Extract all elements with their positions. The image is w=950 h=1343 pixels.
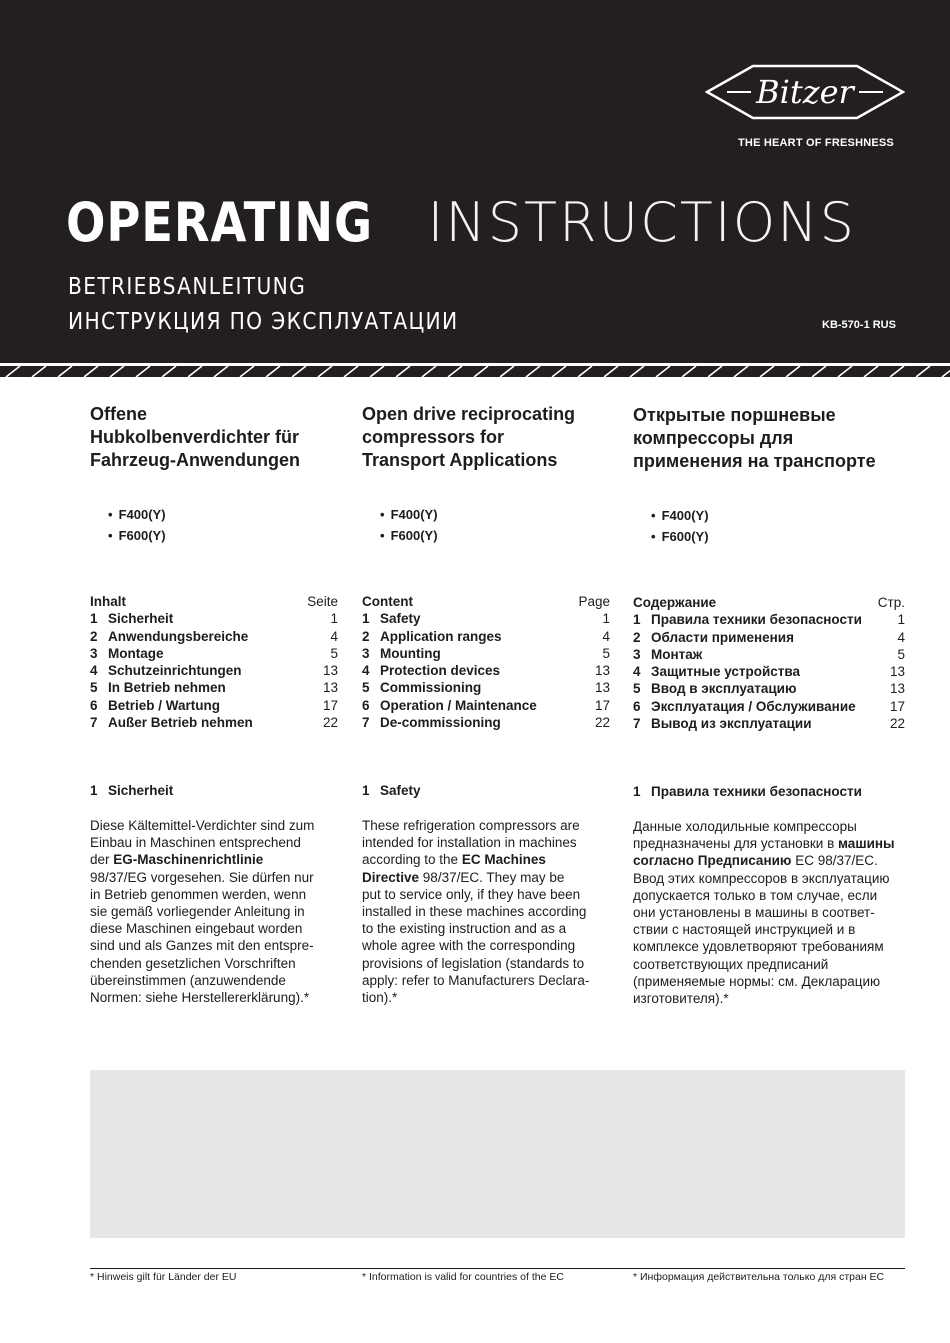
toc-entry-label [633, 715, 812, 732]
body-line: der EG-Maschinenrichtlinie [90, 852, 264, 868]
toc-entry-number: 1 [633, 612, 641, 628]
toc-entry-text: Эксплуатация / Обслуживание [651, 698, 856, 714]
page-title [66, 191, 856, 254]
footnote-rule [90, 1268, 905, 1269]
model-item: • F400(Y) [651, 505, 709, 526]
toc-entry-text: Protection devices [380, 663, 501, 679]
toc-entry [362, 679, 610, 696]
toc-entry-label [362, 679, 481, 696]
toc-page-label: Seite [307, 594, 338, 609]
toc-entry-text: Safety [380, 611, 421, 627]
body-line: согласно Предписанию ЕС 98/37/EC. [633, 853, 878, 869]
toc-entry-text: Schutzeinrichtungen [108, 663, 242, 679]
toc-entry-page: 4 [330, 628, 338, 644]
toc-entry-page: 17 [889, 698, 905, 714]
toc-entry-page: 5 [897, 646, 905, 662]
section-heading-de [90, 783, 173, 798]
product-title-line: компрессоры для [633, 428, 794, 448]
toc-entry-text: Области применения [651, 629, 794, 645]
toc-entry-label [90, 714, 253, 731]
toc-entry-page: 13 [322, 663, 338, 679]
toc-entry-number: 4 [90, 663, 98, 679]
toc-entry-label [633, 698, 856, 715]
toc-entry [90, 628, 338, 645]
safety-body-de [90, 817, 360, 1006]
body-line: они установлены в машины в соответ- [633, 905, 875, 921]
toc-entry-text: Монтаж [651, 646, 703, 662]
toc-entry-page: 22 [322, 715, 338, 731]
toc-entry-text: Montage [108, 645, 164, 661]
product-title-line: Hubkolbenverdichter für [90, 427, 300, 447]
model-item: • F600(Y) [651, 526, 709, 547]
stripe-divider [0, 363, 950, 380]
toc-entry-page: 22 [889, 716, 905, 732]
toc-entry-text: Защитные устройства [651, 664, 801, 680]
toc-entry-text: In Betrieb nehmen [108, 680, 226, 696]
body-line: These refrigeration compressors are [362, 818, 580, 833]
model-item: • F400(Y) [380, 504, 438, 525]
toc-entry-number: 6 [633, 698, 641, 714]
toc-entry-page: 13 [322, 680, 338, 696]
product-title-line: Fahrzeug-Anwendungen [90, 450, 300, 470]
body-line: изготовителя).* [633, 991, 729, 1007]
toc-entry-text: Sicherheit [108, 611, 174, 627]
product-title-line: Открытые поршневые [633, 405, 836, 425]
body-line: (применяемые нормы: см. Декларацию [633, 973, 881, 989]
body-line: Normen: siehe Herstellererklärung).* [90, 990, 310, 1006]
toc-entry [362, 645, 610, 662]
toc-entry-label [633, 629, 794, 646]
body-line: sie gemäß vorliegender Anleitung in [90, 904, 305, 920]
toc-entry [633, 698, 905, 715]
body-line: Directive 98/37/EC. They may be [362, 869, 565, 885]
model-item: • F600(Y) [380, 525, 438, 546]
toc-entry-text: Commissioning [380, 680, 482, 696]
safety-body-en [362, 817, 632, 1006]
body-line: in Betrieb genommen werden, wenn [90, 886, 307, 902]
toc-page-label: Page [578, 594, 610, 609]
product-title-en [362, 403, 632, 472]
toc-entry-number: 5 [633, 681, 641, 697]
toc-entry-label [90, 679, 226, 696]
toc-entry-label [90, 645, 164, 662]
body-line: Данные холодильные компрессоры [633, 819, 857, 834]
toc-header [362, 593, 610, 610]
toc-entry-number: 5 [362, 680, 370, 696]
toc-entry [633, 611, 905, 628]
body-line: sind und als Ganzes mit den entspre- [90, 938, 314, 954]
body-line: whole agree with the corresponding [362, 938, 576, 954]
toc-entry-label [633, 680, 797, 697]
product-title-de [90, 403, 360, 472]
model-item: • F600(Y) [108, 525, 166, 546]
body-line: ствии с настоящей инструкцией и в [633, 922, 856, 938]
toc-title: Content [362, 594, 413, 609]
header-banner [0, 0, 950, 380]
toc-entry-page: 22 [594, 715, 610, 731]
toc-header [90, 593, 338, 610]
body-line: Einbau in Maschinen entsprechend [90, 835, 301, 851]
toc-entry-page: 13 [594, 680, 610, 696]
toc-entry [90, 610, 338, 627]
toc-entry [90, 697, 338, 714]
toc-entry-page: 1 [602, 611, 610, 627]
toc-entry-text: Außer Betrieb nehmen [108, 715, 253, 731]
title-light: INSTRUCTIONS [427, 191, 856, 254]
toc-entry-label [362, 714, 501, 731]
toc-entry-text: Ввод в эксплуатацию [651, 681, 797, 697]
toc-entry [362, 662, 610, 679]
toc-entry [362, 697, 610, 714]
body-line: put to service only, if they have been [362, 886, 581, 902]
toc-entry [633, 663, 905, 680]
toc-entry-text: Operation / Maintenance [380, 697, 537, 713]
body-line: комплексе удовлетворяют требованиям [633, 939, 884, 955]
toc-entry-label [90, 697, 220, 714]
toc-entry-page: 4 [897, 629, 905, 645]
toc-entry-number: 3 [633, 646, 641, 662]
toc-entry-page: 13 [594, 663, 610, 679]
safety-body-ru [633, 818, 925, 1007]
toc-entry-text: Вывод из эксплуатации [651, 716, 812, 732]
section-number: 1 [362, 783, 370, 798]
body-line: provisions of legislation (standards to [362, 955, 585, 971]
body-line: допускается только в том случае, если [633, 887, 878, 903]
bitzer-logo [705, 52, 905, 132]
body-line: 98/37/EG vorgesehen. Sie dürfen nur [90, 869, 314, 885]
body-line: предназначены для установки в машины [633, 836, 895, 852]
toc-entry [633, 629, 905, 646]
toc-entry-page: 17 [594, 697, 610, 713]
body-line: intended for installation in machines [362, 835, 577, 851]
body-line: chenden gesetzlichen Vorschriften [90, 955, 296, 971]
toc-title: Inhalt [90, 594, 126, 609]
toc-entry-number: 2 [633, 629, 641, 645]
footnote-en: * Information is valid for countries of the EC [362, 1271, 564, 1283]
toc-entry-label [633, 646, 702, 663]
subtitle-ru: ИНСТРУКЦИЯ ПО ЭКСПЛУАТАЦИИ [68, 309, 459, 335]
toc-header [633, 594, 905, 611]
toc-entry-page: 1 [330, 611, 338, 627]
toc-entry-number: 7 [633, 716, 641, 732]
product-title-line: применения на транспорте [633, 451, 876, 471]
toc-entry [90, 662, 338, 679]
body-line: Ввод этих компрессоров в эксплуатацию [633, 870, 890, 886]
section-title: Safety [380, 783, 421, 798]
model-list-ru [651, 505, 709, 547]
toc-entry-page: 1 [897, 612, 905, 628]
toc-entry-page: 17 [322, 697, 338, 713]
toc-entry-label [362, 610, 421, 627]
toc-entry-label [362, 697, 537, 714]
toc-entry-number: 1 [362, 611, 370, 627]
product-title-heading [90, 403, 360, 472]
section-heading-en [362, 783, 421, 798]
toc-entry [633, 680, 905, 697]
model-list-en [380, 504, 438, 546]
body-line: diese Maschinen eingebaut worden [90, 921, 303, 937]
section-number: 1 [90, 783, 98, 798]
toc-entry [90, 714, 338, 731]
toc-entry-number: 4 [633, 664, 641, 680]
toc-entry-number: 3 [90, 645, 98, 661]
toc-entry-text: Mounting [380, 645, 441, 661]
body-line: apply: refer to Manufacturers Declara- [362, 972, 590, 988]
body-line: according to the EC Machines [362, 852, 546, 868]
section-number: 1 [633, 784, 641, 799]
body-line: übereinstimmen (anzuwendende [90, 972, 286, 988]
table-of-contents-ru [633, 594, 905, 732]
product-title-line: Open drive reciprocating [362, 404, 576, 424]
product-title-heading [362, 403, 632, 472]
toc-entry-text: Anwendungsbereiche [108, 628, 249, 644]
toc-entry [633, 646, 905, 663]
product-title-line: Transport Applications [362, 450, 558, 470]
product-title-ru [633, 404, 925, 473]
toc-title: Содержание [633, 595, 717, 610]
authorized-staff-panel [90, 1070, 905, 1238]
product-title-line: compressors for [362, 427, 505, 447]
section-heading-ru [633, 784, 862, 799]
model-item: • F400(Y) [108, 504, 166, 525]
toc-entry [362, 714, 610, 731]
product-title-line: Offene [90, 404, 148, 424]
toc-entry-number: 7 [90, 715, 98, 731]
toc-entry [633, 715, 905, 732]
toc-entry-number: 4 [362, 663, 370, 679]
body-line: installed in these machines according [362, 904, 587, 920]
toc-entry [362, 610, 610, 627]
toc-entry-number: 2 [362, 628, 370, 644]
toc-entry-text: Application ranges [380, 628, 502, 644]
toc-entry-label [633, 611, 862, 628]
body-line: соответствующих предписаний [633, 956, 829, 972]
toc-entry-text: De-commissioning [380, 715, 501, 731]
toc-entry-page: 4 [602, 628, 610, 644]
body-line: to the existing instruction and as a [362, 921, 567, 937]
toc-entry-number: 7 [362, 715, 370, 731]
table-of-contents-en [362, 593, 610, 731]
toc-entry-number: 3 [362, 645, 370, 661]
toc-entry-page: 5 [602, 645, 610, 661]
table-of-contents-de [90, 593, 338, 731]
footnote-ru: * Информация действительна только для стран ЕС [633, 1271, 885, 1283]
toc-entry-number: 6 [362, 697, 370, 713]
toc-entry-page: 13 [889, 664, 905, 680]
toc-entry-page: 5 [330, 645, 338, 661]
logo-wordmark: Bitzer [756, 73, 854, 111]
section-title: Sicherheit [108, 783, 174, 798]
body-line: tion).* [362, 990, 398, 1006]
toc-entry-label [362, 662, 500, 679]
toc-entry [90, 679, 338, 696]
toc-entry-number: 5 [90, 680, 98, 696]
toc-entry-page: 13 [889, 681, 905, 697]
toc-entry [362, 628, 610, 645]
toc-entry-label [90, 662, 242, 679]
toc-entry-text: Правила техники безопасности [651, 612, 862, 628]
model-list-de [108, 504, 166, 546]
section-title: Правила техники безопасности [651, 784, 862, 799]
brand-tagline: THE HEART OF FRESHNESS [738, 137, 894, 149]
subtitle-de: BETRIEBSANLEITUNG [68, 274, 307, 300]
toc-entry-number: 6 [90, 697, 98, 713]
toc-entry-label [362, 645, 441, 662]
document-number: KB-570-1 RUS [822, 319, 896, 331]
toc-entry-text: Betrieb / Wartung [108, 697, 221, 713]
toc-entry-label [90, 610, 173, 627]
title-bold: OPERATING [66, 191, 374, 254]
toc-entry-number: 1 [90, 611, 98, 627]
footnote-de: * Hinweis gilt für Länder der EU [90, 1271, 237, 1283]
toc-entry-label [90, 628, 248, 645]
toc-entry-label [633, 663, 800, 680]
body-line: Diese Kältemittel-Verdichter sind zum [90, 818, 315, 833]
product-title-heading [633, 404, 925, 473]
toc-page-label: Стр. [877, 595, 905, 610]
toc-entry [90, 645, 338, 662]
toc-entry-number: 2 [90, 628, 98, 644]
toc-entry-label [362, 628, 502, 645]
